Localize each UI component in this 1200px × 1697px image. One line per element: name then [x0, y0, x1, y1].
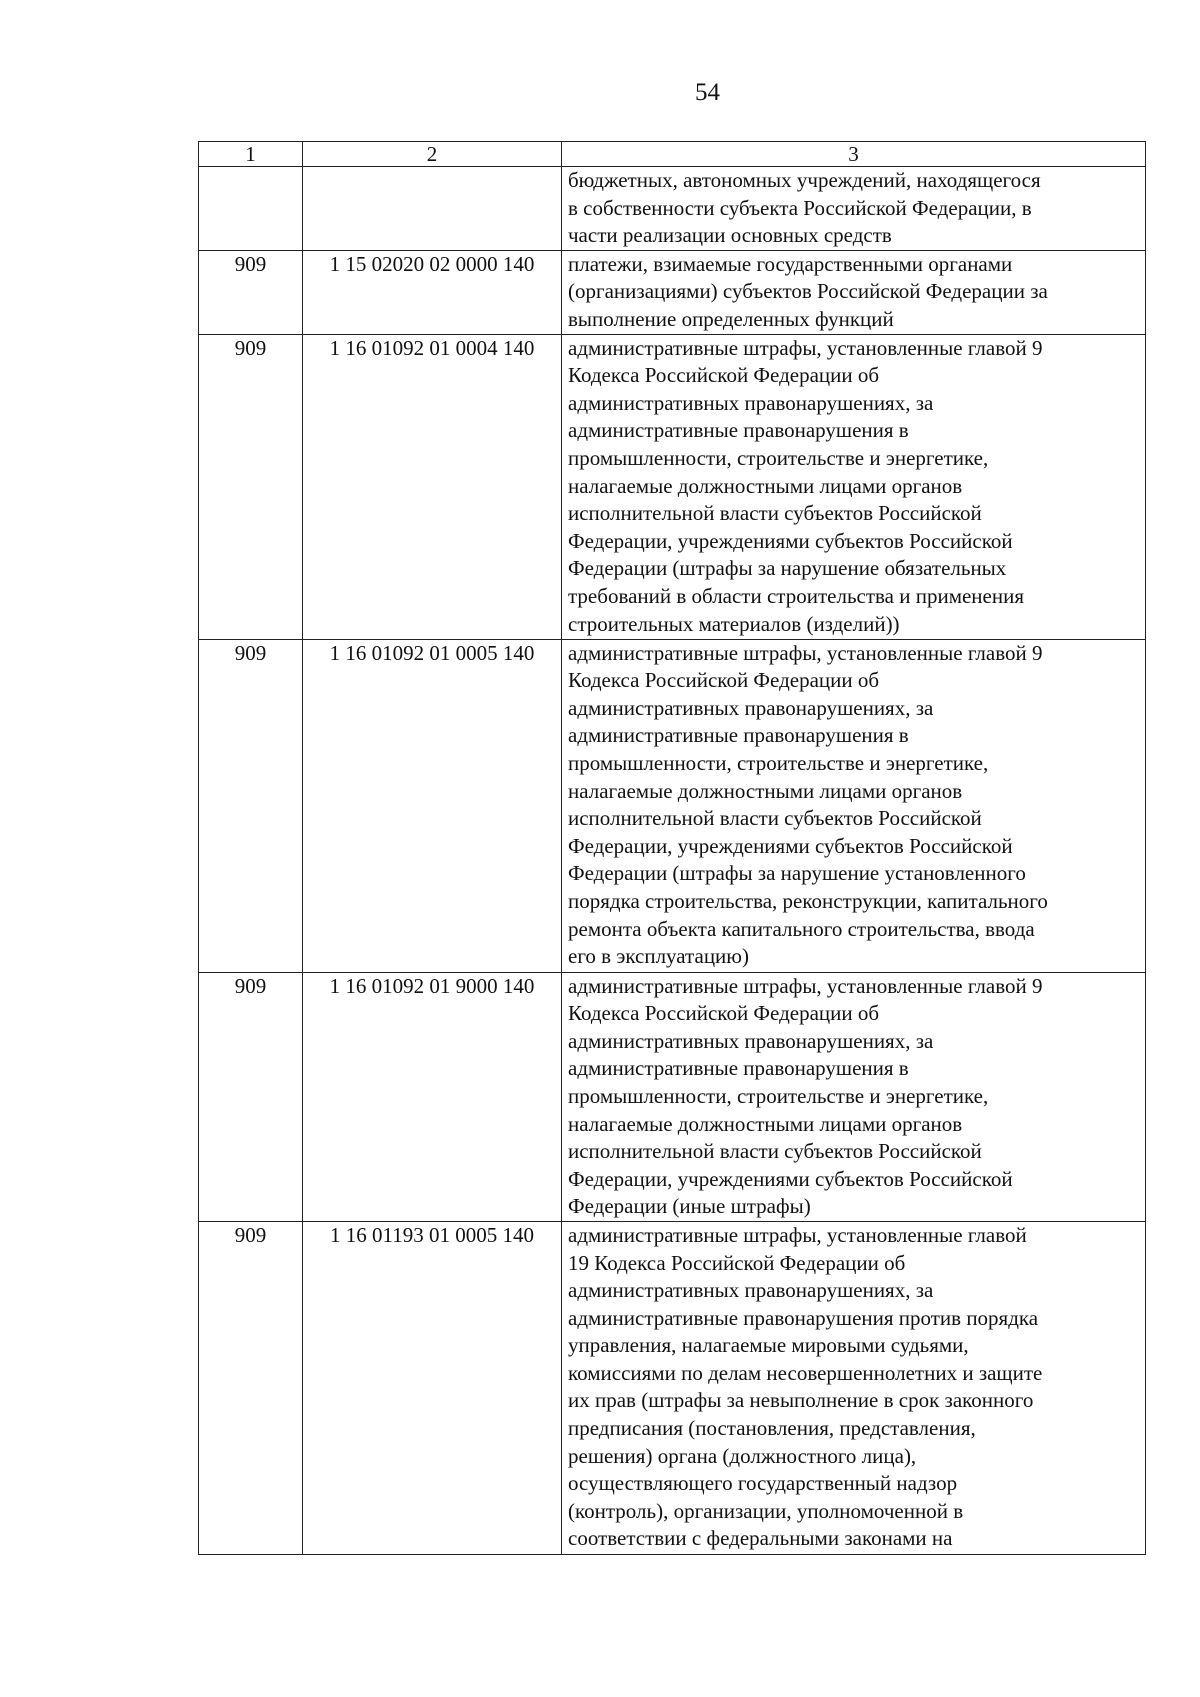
kbk-code-cell: 1 16 01092 01 0005 140 [303, 639, 562, 972]
table-row [199, 167, 1146, 251]
kbk-code-cell [303, 167, 562, 251]
admin-code-cell [199, 167, 303, 251]
description-line: выполнение определенных функций [568, 306, 894, 331]
column-header-3: 3 [562, 142, 1146, 167]
description-line: исполнительной власти субъектов Российской [568, 806, 982, 831]
description-line: административные правонарушения в [568, 1056, 909, 1081]
table-row [199, 639, 1146, 972]
admin-code-cell: 909 [199, 639, 303, 972]
description-line: требований в области строительства и применения [568, 583, 1025, 608]
column-header-1: 1 [199, 142, 303, 167]
description-line: ремонта объекта капитального строительства, ввода [568, 916, 1035, 941]
description-line: налагаемые должностными лицами органов [568, 1111, 963, 1136]
description-cell [562, 250, 1146, 334]
description-line: Федерации (штрафы за нарушение установленного [568, 861, 1026, 886]
description-line: промышленности, строительстве и энергетике, [568, 750, 989, 775]
description-line: порядка строительства, реконструкции, капитального [568, 888, 1048, 913]
admin-code-cell: 909 [199, 972, 303, 1221]
description-line: административные штрафы, установленные главой 9 [568, 335, 1043, 360]
admin-code-cell: 909 [199, 250, 303, 334]
description-line: их прав (штрафы за невыполнение в срок законного [568, 1388, 1034, 1413]
description-cell [562, 639, 1146, 972]
description-line: Федерации (штрафы за нарушение обязательных [568, 556, 1007, 581]
kbk-code-cell: 1 15 02020 02 0000 140 [303, 250, 562, 334]
description-line: административных правонарушениях, за [568, 390, 934, 415]
description-line: Кодекса Российской Федерации об [568, 363, 880, 388]
description-line: Федерации, учреждениями субъектов Российской [568, 833, 1013, 858]
description-line: административные штрафы, установленные главой 9 [568, 640, 1043, 665]
description-line: исполнительной власти субъектов Российской [568, 1139, 982, 1164]
description-line: в собственности субъекта Российской Федерации, в [568, 195, 1032, 220]
description-line: Федерации, учреждениями субъектов Российской [568, 528, 1013, 553]
description-line: комиссиями по делам несовершеннолетних и защите [568, 1360, 1043, 1385]
description-line: исполнительной власти субъектов Российской [568, 501, 982, 526]
description-line: административные штрафы, установленные главой 9 [568, 973, 1043, 998]
description-line: предписания (постановления, представления, [568, 1416, 976, 1441]
table-row [199, 250, 1146, 334]
table-row [199, 334, 1146, 639]
description-line: осуществляющего государственный надзор [568, 1471, 958, 1496]
income-codes-table [198, 141, 1146, 1555]
description-line: промышленности, строительстве и энергетике, [568, 445, 989, 470]
description-line: соответствии с федеральными законами на [568, 1526, 953, 1551]
description-line: Федерации, учреждениями субъектов Российской [568, 1166, 1013, 1191]
description-cell [562, 167, 1146, 251]
description-line: промышленности, строительстве и энергетике, [568, 1083, 989, 1108]
kbk-code-cell: 1 16 01193 01 0005 140 [303, 1221, 562, 1554]
description-line: его в эксплуатацию) [568, 944, 749, 969]
description-line: административные правонарушения в [568, 723, 909, 748]
description-line: решения) органа (должностного лица), [568, 1443, 917, 1468]
description-line: строительных материалов (изделий)) [568, 611, 900, 636]
description-line: административные правонарушения в [568, 418, 909, 443]
table-header-row [199, 142, 1146, 167]
admin-code-cell: 909 [199, 334, 303, 639]
description-line: административных правонарушениях, за [568, 1278, 934, 1303]
description-line: платежи, взимаемые государственными органами [568, 251, 1013, 276]
kbk-code-cell: 1 16 01092 01 0004 140 [303, 334, 562, 639]
description-line: Федерации (иные штрафы) [568, 1194, 811, 1219]
description-cell [562, 334, 1146, 639]
page-number: 54 [695, 79, 720, 106]
description-line: 19 Кодекса Российской Федерации об [568, 1250, 906, 1275]
table-row [199, 1221, 1146, 1554]
description-cell [562, 972, 1146, 1221]
description-cell [562, 1221, 1146, 1554]
description-line: налагаемые должностными лицами органов [568, 778, 963, 803]
description-line: (организациями) субъектов Российской Федерации за [568, 279, 1048, 304]
table-row [199, 972, 1146, 1221]
description-line: управления, налагаемые мировыми судьями, [568, 1333, 969, 1358]
description-line: Кодекса Российской Федерации об [568, 1001, 880, 1026]
description-line: административных правонарушениях, за [568, 695, 934, 720]
description-line: административные правонарушения против порядка [568, 1305, 1039, 1330]
column-header-2: 2 [303, 142, 562, 167]
description-line: административных правонарушениях, за [568, 1028, 934, 1053]
description-line: Кодекса Российской Федерации об [568, 668, 880, 693]
description-line: административные штрафы, установленные главой [568, 1222, 1027, 1247]
description-line: (контроль), организации, уполномоченной в [568, 1498, 964, 1523]
kbk-code-cell: 1 16 01092 01 9000 140 [303, 972, 562, 1221]
admin-code-cell: 909 [199, 1221, 303, 1554]
description-line: бюджетных, автономных учреждений, находящегося [568, 168, 1041, 192]
description-line: налагаемые должностными лицами органов [568, 473, 963, 498]
description-line: части реализации основных средств [568, 223, 892, 248]
